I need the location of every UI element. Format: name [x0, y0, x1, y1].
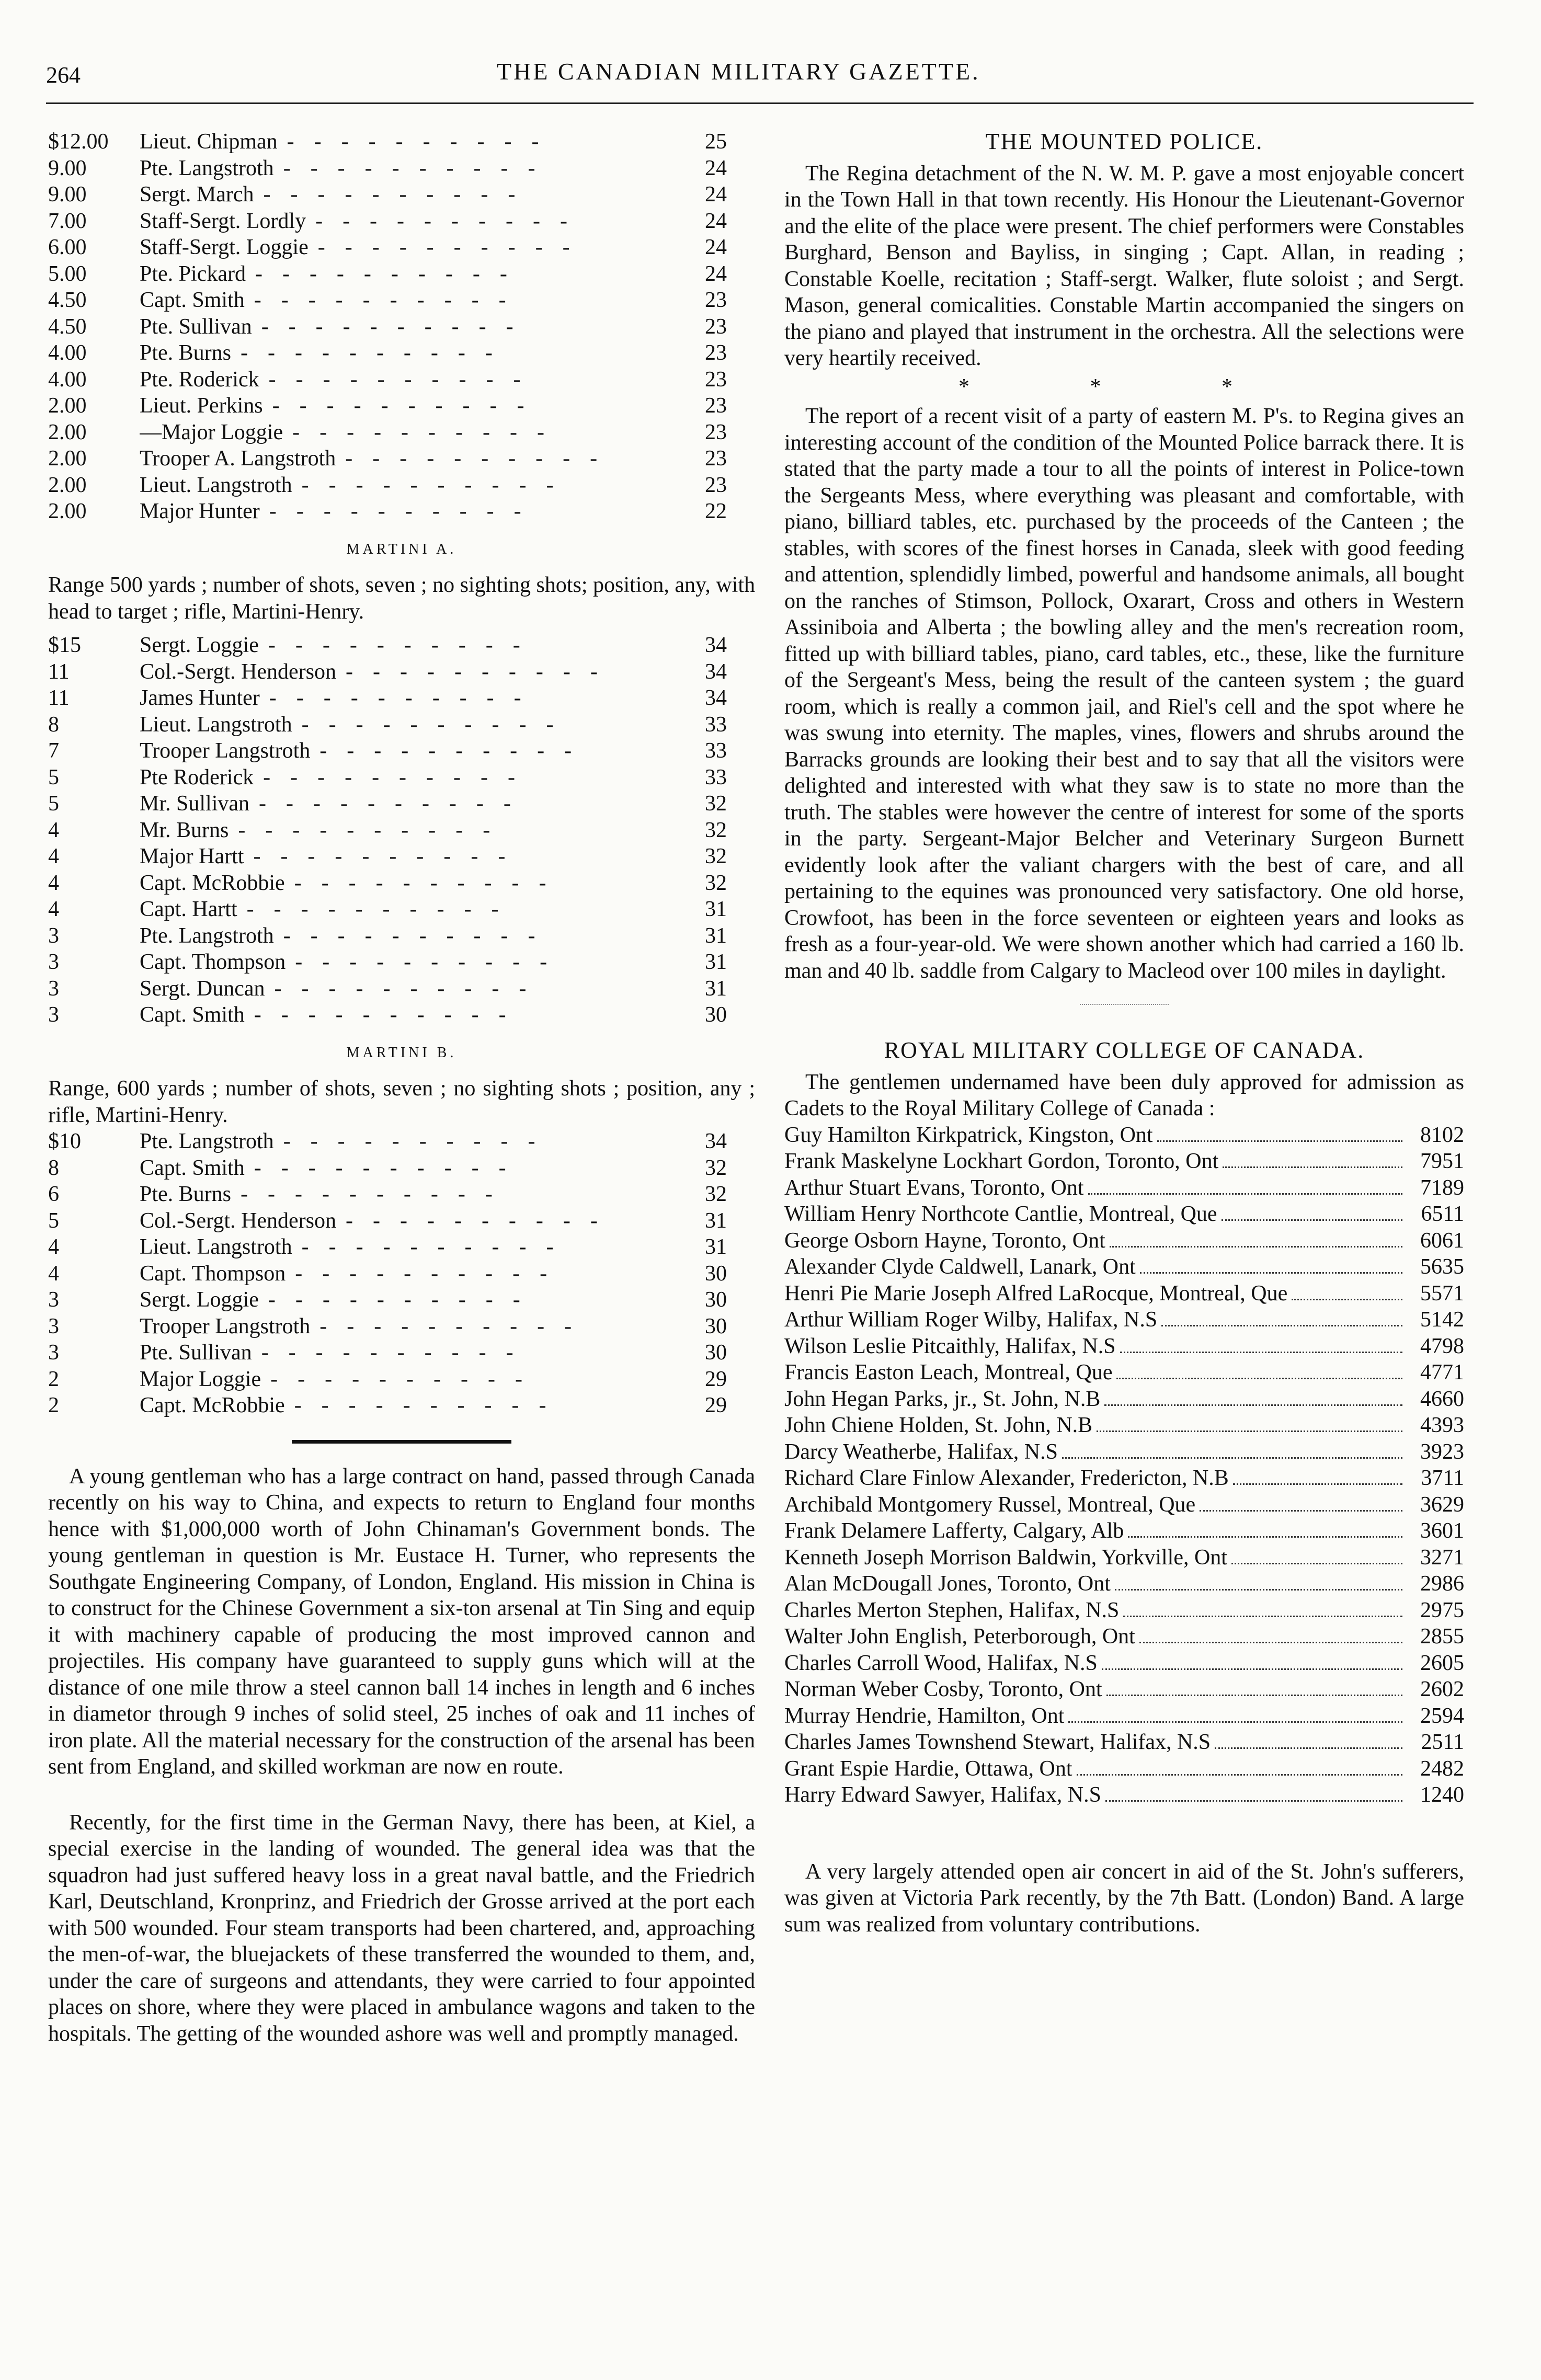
competitor-score: 22 [705, 499, 727, 523]
cadet-score: 4393 [1420, 1413, 1464, 1437]
prize-money: 4 [48, 818, 59, 842]
competitor-score: 23 [705, 473, 727, 497]
cadet-name: Alexander Clyde Caldwell, Lanark, Ont [784, 1255, 1136, 1279]
prize-money: 3 [48, 1341, 59, 1365]
competitor-score: 23 [705, 314, 727, 339]
competitor-score: 31 [705, 923, 727, 948]
cadet-score: 4771 [1420, 1360, 1464, 1384]
cadet-row [784, 1729, 1464, 1756]
masthead: THE CANADIAN MILITARY GAZETTE. [497, 58, 980, 85]
competitor-score: 32 [705, 1155, 727, 1180]
score-row [48, 1002, 737, 1028]
score-row [48, 659, 737, 685]
prize-money: 2.00 [48, 499, 87, 523]
cadet-name: George Osborn Hayne, Toronto, Ont [784, 1228, 1105, 1253]
competitor-score: 31 [705, 897, 727, 921]
competitor-name: Sergt. Loggie ---------- [140, 633, 540, 657]
header-rule [46, 102, 1474, 104]
cadet-name: Richard Clare Finlow Alexander, Fredericton, N.B [784, 1466, 1229, 1490]
competitor-score: 23 [705, 420, 727, 444]
competitor-score: 23 [705, 394, 727, 418]
score-row [48, 1261, 737, 1287]
prize-money: 2.00 [48, 420, 87, 444]
score-row [48, 208, 737, 235]
prize-money: $12.00 [48, 130, 109, 154]
score-row [48, 976, 737, 1002]
martini-a-heading: MARTINI A. [346, 541, 457, 557]
prize-money: 3 [48, 950, 59, 974]
prize-money: 8 [48, 1155, 59, 1180]
prize-money: 3 [48, 1288, 59, 1312]
cadet-row [784, 1201, 1464, 1228]
prize-money: 5 [48, 765, 59, 789]
prize-money: 11 [48, 686, 70, 710]
prize-money: $10 [48, 1129, 81, 1153]
prize-money: 2 [48, 1367, 59, 1391]
cadet-score: 3601 [1420, 1519, 1464, 1543]
cadet-name: Wilson Leslie Pitcaithly, Halifax, N.S [784, 1334, 1116, 1358]
competitor-name: Pte. Sullivan ---------- [140, 314, 533, 339]
cadet-score: 3629 [1420, 1492, 1464, 1517]
cadet-score: 2605 [1420, 1651, 1464, 1675]
prize-money: 4.00 [48, 367, 87, 392]
score-row [48, 314, 737, 340]
competitor-name: Pte. Sullivan ---------- [140, 1341, 533, 1365]
star-separator: * * * [958, 374, 1290, 399]
prize-money: 5 [48, 1208, 59, 1233]
cadet-row [784, 1650, 1464, 1677]
prize-money: 2.00 [48, 473, 87, 497]
competitor-name: Pte. Pickard ---------- [140, 261, 527, 286]
prize-money: 4.50 [48, 314, 87, 339]
cadet-row [784, 1254, 1464, 1280]
cadet-name: John Hegan Parks, jr., St. John, N.B [784, 1387, 1101, 1411]
competitor-name: Pte. Langstroth ---------- [140, 1129, 555, 1153]
prize-money: 4.50 [48, 288, 87, 312]
martini-b-table [48, 1128, 737, 1419]
score-row [48, 1208, 737, 1234]
competitor-name: Sergt. March ---------- [140, 182, 535, 207]
martini-b-heading: MARTINI B. [346, 1044, 457, 1061]
competitor-name: Capt. Smith ---------- [140, 1155, 526, 1180]
prize-money: 7 [48, 739, 59, 763]
competitor-score: 23 [705, 288, 727, 312]
prize-money: 4.00 [48, 341, 87, 365]
cadet-score: 3711 [1421, 1466, 1464, 1490]
competitor-name: Col.-Sergt. Henderson ---------- [140, 1208, 618, 1233]
competitor-score: 34 [705, 686, 727, 710]
cadet-score: 6511 [1421, 1202, 1464, 1226]
cadet-row [784, 1122, 1464, 1149]
prize-money: 9.00 [48, 156, 87, 180]
score-row [48, 340, 737, 367]
competitor-score: 32 [705, 844, 727, 868]
competitor-name: Major Hartt ---------- [140, 844, 526, 868]
score-row [48, 234, 737, 261]
prize-money: 4 [48, 871, 59, 895]
cadet-row [784, 1439, 1464, 1466]
competitor-score: 30 [705, 1003, 727, 1027]
score-row [48, 1313, 737, 1340]
prize-money: 5 [48, 792, 59, 816]
competitor-score: 33 [705, 712, 727, 737]
score-row [48, 1392, 737, 1419]
competitor-score: 34 [705, 633, 727, 657]
prize-money: 2 [48, 1393, 59, 1417]
competitor-score: 31 [705, 1235, 727, 1259]
score-row [48, 1340, 737, 1366]
page-number: 264 [46, 62, 81, 88]
cadet-row [784, 1492, 1464, 1518]
competitor-score: 31 [705, 950, 727, 974]
cadet-name: Francis Easton Leach, Montreal, Que [784, 1360, 1113, 1384]
competitor-score: 23 [705, 367, 727, 392]
competitor-score: 29 [705, 1367, 727, 1391]
rmc-intro: The gentlemen undernamed have been duly approved for admission as Cadets to the Royal Military College of Canada : [784, 1070, 1464, 1120]
competitor-score: 34 [705, 1129, 727, 1153]
cadet-score: 2975 [1420, 1598, 1464, 1622]
competitor-name: Major Hunter ---------- [140, 499, 541, 523]
cadet-name: Archibald Montgomery Russel, Montreal, Que [784, 1492, 1196, 1517]
score-row [48, 181, 737, 208]
cadet-score: 8102 [1420, 1123, 1464, 1147]
cadet-row [784, 1782, 1464, 1809]
score-row [48, 472, 737, 499]
prize-money: 11 [48, 659, 70, 684]
prize-money: 3 [48, 1314, 59, 1338]
score-row [48, 1234, 737, 1261]
score-row [48, 896, 737, 923]
competitor-name: Mr. Sullivan ---------- [140, 792, 531, 816]
prize-money: 3 [48, 923, 59, 948]
left-column [48, 129, 755, 2047]
score-row [48, 870, 737, 897]
cadet-row [784, 1597, 1464, 1624]
martini-b-conditions: Range, 600 yards ; number of shots, seven ; no sighting shots ; position, any ; rifle, Martini-Henry. [48, 1077, 755, 1127]
competitor-name: Trooper Langstroth ---------- [140, 739, 592, 763]
competitor-name: Trooper A. Langstroth ---------- [140, 447, 618, 471]
score-row [48, 1287, 737, 1313]
score-row [48, 685, 737, 712]
competitor-score: 32 [705, 871, 727, 895]
competitor-score: 33 [705, 765, 727, 789]
cadet-name: Arthur Stuart Evans, Toronto, Ont [784, 1175, 1084, 1200]
score-row [48, 949, 737, 976]
cadet-row [784, 1412, 1464, 1439]
mounted-police-paragraph-2: The report of a recent visit of a party of eastern M. P's. to Regina gives an interesting account of the condition of the Mounted Police barrack there. It is stated that the party made a tour to all the points of interest in Police-town the Sergeants Mess, where everything was pleasant and comfortable, with piano, billiard tables, etc. purchased by the proceeds of the Canteen ; the stables, with scores of the finest horses in Canada, sleek with good feeding and attention, splendidly limbed, powerful and handsome animals, all bought on the ranches of Stimson, Pollock, Oxarart, Cross and others in Western Assiniboia and Alberta ; the bowling alley and the men's recreation room, fitted up with billiard tables, piano, card tables, etc., these, like the furniture of the Sergeant's Mess, being the result of the canteen system ; the guard room, which is really a common jail, and Riel's cell and the spot where he was swung into eternity. The maples, vines, flowers and shrubs around the Barracks grounds are looking their best and to say that all the visitors were delighted and interested with what they saw is to state no more than the truth. The stables were however the centre of interest for some of the sports in the party. Sergeant-Major Belcher and Veterinary Surgeon Burnett evidently look after the valiant chargers with the best of care, and all pertaining to the equines was pronounced very satisfactory. One old horse, Crowfoot, has been in the force seventeen or eighteen years and looks as fresh as a four-year-old. We were shown another which had carried a 160 lb. man and 40 lb. saddle from Calgary to Macleod over 100 miles in daylight. [784, 404, 1464, 983]
mounted-police-paragraph-1: The Regina detachment of the N. W. M. P. gave a most enjoyable concert in the Town Hall in that town recently. His Honour the Lieutenant-Governor and the elite of the place were present. The chief performers were Constables Burghard, Benson and Bayliss, in singing ; Capt. Allan, in reading ; Constable Koelle, recitation ; Staff-sergt. Walker, flute soloist ; and Sergt. Mason, general comicalities. Constable Martin accompanied the singers on the piano and played that instrument in the orchestra. All the selections were very heartily received. [784, 161, 1464, 370]
competitor-score: 25 [705, 130, 727, 154]
score-row [48, 367, 737, 393]
cadet-row [784, 1228, 1464, 1254]
competitor-name: James Hunter ---------- [140, 686, 541, 710]
score-row [48, 393, 737, 419]
prize-money: 4 [48, 1235, 59, 1259]
competitor-name: Pte Roderick ---------- [140, 765, 535, 789]
cadet-score: 2602 [1420, 1677, 1464, 1701]
prize-money: 3 [48, 1003, 59, 1027]
cadet-row [784, 1280, 1464, 1307]
cadet-score: 5571 [1420, 1281, 1464, 1306]
cadet-name: Charles James Townshend Stewart, Halifax, N.S [784, 1730, 1211, 1754]
competitor-name: Capt. McRobbie ---------- [140, 871, 566, 895]
cadet-name: Guy Hamilton Kirkpatrick, Kingston, Ont [784, 1123, 1153, 1147]
competitor-name: Staff-Sergt. Loggie ---------- [140, 235, 590, 259]
german-navy-article: Recently, for the first time in the German Navy, there has been, at Kiel, a special exercise in the landing of wounded. The general idea was that the squadron had just suffered heavy loss in a great naval battle, and the Friedrich Karl, Deutschland, Kronprinz, and Friedrich der Grosse arrived at the port each with 500 wounded. Four steam transports had been chartered, and, approaching the men-of-war, the bluejackets of these transferred the wounded to them, and, under the care of surgeons and attendants, they were carried to four appointed places on shore, where they were placed in ambulance wagons and taken to the hospitals. The getting of the wounded ashore was well and promptly managed. [48, 1810, 755, 2046]
competitor-score: 30 [705, 1288, 727, 1312]
cadet-name: Kenneth Joseph Morrison Baldwin, Yorkville, Ont [784, 1545, 1227, 1570]
prize-money: 4 [48, 844, 59, 868]
competitor-name: Lieut. Langstroth ---------- [140, 712, 574, 737]
score-row [48, 419, 737, 446]
cadet-score: 3923 [1420, 1439, 1464, 1464]
cadet-row [784, 1359, 1464, 1386]
cadet-name: Frank Delamere Lafferty, Calgary, Alb [784, 1519, 1124, 1543]
prize-money: 4 [48, 897, 59, 921]
cadet-name: Darcy Weatherbe, Halifax, N.S [784, 1439, 1058, 1464]
score-row [48, 445, 737, 472]
cadet-score: 3271 [1420, 1545, 1464, 1570]
prize-money: 7.00 [48, 209, 87, 233]
cadet-name: Alan McDougall Jones, Toronto, Ont [784, 1572, 1111, 1596]
competitor-score: 34 [705, 659, 727, 684]
cadet-name: William Henry Northcote Cantlie, Montreal, Que [784, 1202, 1217, 1226]
competitor-name: Staff-Sergt. Lordly ---------- [140, 209, 587, 233]
score-row [48, 764, 737, 791]
competitor-score: 29 [705, 1393, 727, 1417]
cadet-name: Grant Espie Hardie, Ottawa, Ont [784, 1756, 1072, 1781]
section-divider [292, 1440, 511, 1444]
competitor-name: Capt. Thompson ---------- [140, 950, 567, 974]
competitor-name: Lieut. Perkins ---------- [140, 394, 544, 418]
competitor-name: Capt. Smith ---------- [140, 288, 526, 312]
cadet-score: 4798 [1420, 1334, 1464, 1358]
competitor-name: Pte. Roderick ---------- [140, 367, 541, 392]
prize-money: $15 [48, 633, 81, 657]
cadet-row [784, 1465, 1464, 1492]
competitor-score: 30 [705, 1261, 727, 1286]
cadet-row [784, 1148, 1464, 1175]
cadet-score: 6061 [1420, 1228, 1464, 1253]
score-row [48, 1181, 737, 1208]
prize-money: 5.00 [48, 261, 87, 286]
cadet-row [784, 1756, 1464, 1782]
cadet-score: 2511 [1421, 1730, 1464, 1754]
competitor-name: Lieut. Langstroth ---------- [140, 1235, 574, 1259]
competitor-name: Sergt. Duncan ---------- [140, 976, 546, 1001]
cadet-name: Murray Hendrie, Hamilton, Ont [784, 1703, 1065, 1728]
cadet-row [784, 1544, 1464, 1571]
competitor-score: 30 [705, 1314, 727, 1338]
competitor-name: Sergt. Loggie ---------- [140, 1288, 540, 1312]
cadet-score: 2986 [1420, 1572, 1464, 1596]
competitor-score: 24 [705, 261, 727, 286]
rmc-title: ROYAL MILITARY COLLEGE OF CANADA. [884, 1037, 1365, 1063]
competitor-name: Major Loggie ---------- [140, 1367, 542, 1391]
cadet-name: Norman Weber Cosby, Toronto, Ont [784, 1677, 1102, 1701]
cadet-score: 2594 [1420, 1703, 1464, 1728]
competitor-name: Capt. Thompson ---------- [140, 1261, 567, 1286]
competitor-name: —Major Loggie ---------- [140, 420, 564, 444]
competitor-score: 24 [705, 209, 727, 233]
score-row [48, 712, 737, 738]
china-article: A young gentleman who has a large contract on hand, passed through Canada recently on his way to China, and expects to return to England four months hence with $1,000,000 worth of John Chinaman's Government bonds. The young gentleman in question is Mr. Eustace H. Turner, who represents the Southgate Engineering Company, of London, England. His mission in China is to construct for the Chinese Government a six-ton arsenal at Tin Sing and equip it with machinery capable of producing the most improved cannon and projectiles. His company have guaranteed to supply guns which will at the distance of one mile throw a steel cannon ball 14 inches in length and 6 inches in diametor through 9 inches of solid steel, 25 inches of oak and 11 inches of iron plate. All the material necessary for the construction of the arsenal has been sent from England, and skilled workman are now en route. [48, 1464, 755, 1779]
cadet-row [784, 1571, 1464, 1597]
score-row [48, 155, 737, 182]
competitor-score: 33 [705, 739, 727, 763]
cadet-row [784, 1175, 1464, 1202]
cadet-score: 1240 [1420, 1783, 1464, 1807]
cadet-score: 2855 [1420, 1624, 1464, 1649]
competitor-name: Pte. Burns ---------- [140, 341, 512, 365]
competitor-score: 31 [705, 976, 727, 1001]
section-divider [1080, 1004, 1169, 1005]
score-row [48, 498, 737, 525]
martini-a-conditions: Range 500 yards ; number of shots, seven ; no sighting shots; position, any, with head to target ; rifle, Martini-Henry. [48, 573, 755, 624]
cadet-row [784, 1623, 1464, 1650]
competitor-name: Pte. Langstroth ---------- [140, 156, 555, 180]
cadet-row [784, 1333, 1464, 1360]
score-row [48, 738, 737, 764]
score-row [48, 1128, 737, 1155]
cadet-name: Frank Maskelyne Lockhart Gordon, Toronto, Ont [784, 1149, 1219, 1173]
cadet-name: Walter John English, Peterborough, Ont [784, 1624, 1135, 1649]
score-row [48, 261, 737, 288]
competitor-name: Lieut. Chipman ---------- [140, 130, 559, 154]
prize-money: 8 [48, 712, 59, 737]
cadet-score: 2482 [1420, 1756, 1464, 1781]
cadet-name: Charles Merton Stephen, Halifax, N.S [784, 1598, 1120, 1622]
competitor-score: 32 [705, 1182, 727, 1206]
cadet-name: Charles Carroll Wood, Halifax, N.S [784, 1651, 1098, 1675]
martini-a-table [48, 632, 737, 1028]
cadet-name: Arthur William Roger Wilby, Halifax, N.S [784, 1308, 1158, 1332]
cadet-score: 4660 [1420, 1387, 1464, 1411]
score-row [48, 923, 737, 949]
prize-money: 6 [48, 1182, 59, 1206]
prize-money: 6.00 [48, 235, 87, 259]
score-row [48, 843, 737, 870]
right-column [784, 129, 1464, 1938]
cadet-row [784, 1518, 1464, 1544]
score-row [48, 129, 737, 155]
competitor-score: 24 [705, 156, 727, 180]
cadet-score: 7951 [1420, 1149, 1464, 1173]
prize-money: 3 [48, 976, 59, 1001]
competitor-name: Trooper Langstroth ---------- [140, 1314, 592, 1338]
prize-money: 9.00 [48, 182, 87, 207]
score-row [48, 791, 737, 817]
competitor-score: 30 [705, 1341, 727, 1365]
competitor-score: 24 [705, 235, 727, 259]
cadet-row [784, 1386, 1464, 1413]
prize-money: 2.00 [48, 447, 87, 471]
mounted-police-title: THE MOUNTED POLICE. [985, 129, 1263, 154]
competitor-name: Capt. Hartt ---------- [140, 897, 519, 921]
concert-article: A very largely attended open air concert in aid of the St. John's sufferers, was given at Victoria Park recently, by the 7th Batt. (London) Band. A large sum was realized from voluntary contributions. [784, 1859, 1464, 1937]
competitor-name: Capt. Smith ---------- [140, 1003, 526, 1027]
competitor-score: 24 [705, 182, 727, 207]
competitor-name: Mr. Burns ---------- [140, 818, 510, 842]
cadet-row [784, 1676, 1464, 1703]
competitor-score: 32 [705, 792, 727, 816]
competitor-score: 31 [705, 1208, 727, 1233]
cadet-score: 5635 [1420, 1255, 1464, 1279]
cadet-list [784, 1122, 1464, 1809]
cadet-score: 7189 [1420, 1175, 1464, 1200]
cadet-name: John Chiene Holden, St. John, N.B [784, 1413, 1093, 1437]
score-row [48, 1155, 737, 1182]
cadet-name: Henri Pie Marie Joseph Alfred LaRocque, Montreal, Que [784, 1281, 1288, 1306]
prize-money: 2.00 [48, 394, 87, 418]
cadet-row [784, 1703, 1464, 1730]
competitor-score: 32 [705, 818, 727, 842]
cadet-row [784, 1307, 1464, 1333]
score-row [48, 817, 737, 844]
cadet-name: Harry Edward Sawyer, Halifax, N.S [784, 1783, 1101, 1807]
competitor-name: Pte. Burns ---------- [140, 1182, 512, 1206]
competitor-name: Pte. Langstroth ---------- [140, 923, 555, 948]
competitor-name: Capt. McRobbie ---------- [140, 1393, 566, 1417]
competitor-score: 23 [705, 447, 727, 471]
score-row [48, 287, 737, 314]
competitor-name: Lieut. Langstroth ---------- [140, 473, 574, 497]
score-row [48, 1366, 737, 1393]
prize-list-table [48, 129, 737, 525]
cadet-score: 5142 [1420, 1308, 1464, 1332]
score-row [48, 632, 737, 659]
competitor-name: Col.-Sergt. Henderson ---------- [140, 659, 618, 684]
prize-money: 4 [48, 1261, 59, 1286]
competitor-score: 23 [705, 341, 727, 365]
